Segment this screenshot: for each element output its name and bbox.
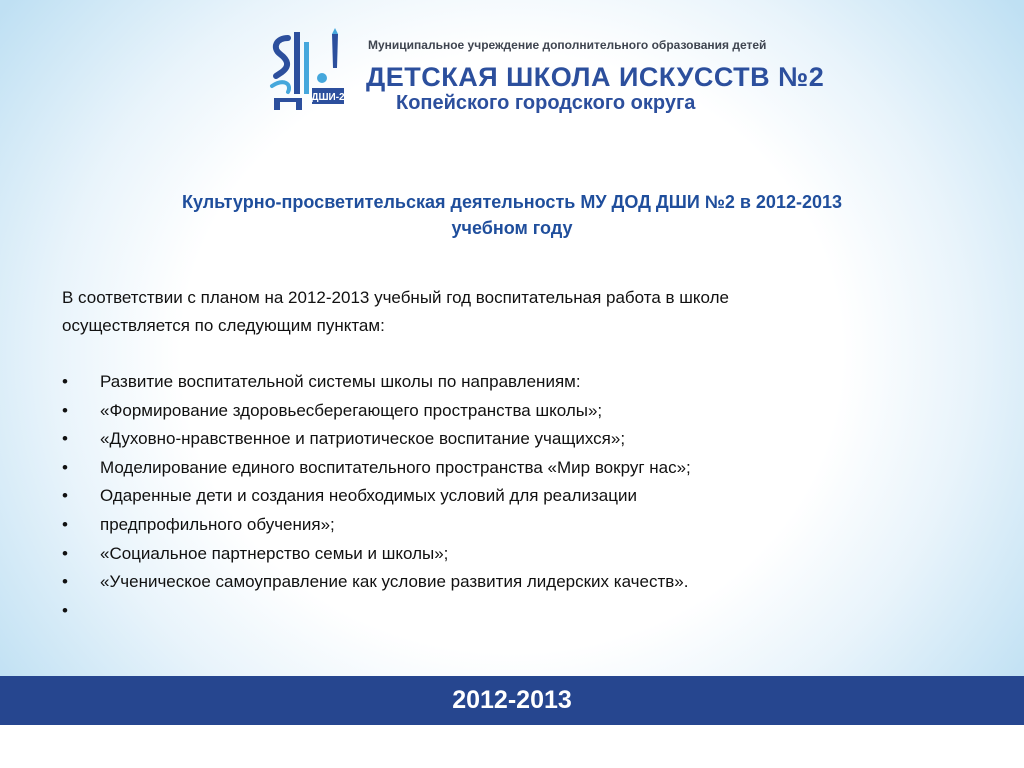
bullet-icon: • — [62, 372, 68, 391]
bullet-icon: • — [62, 572, 68, 592]
bottom-strip — [0, 725, 1024, 768]
footer-band — [0, 676, 1024, 725]
list-item-text: «Формирование здоровьесберегающего пространства школы»; — [100, 400, 603, 420]
list-item-text: Одаренные дети и создания необходимых условий для реализации — [100, 486, 637, 506]
list-item-text: «Социальное партнерство семьи и школы»; — [100, 543, 449, 563]
list-item — [62, 482, 942, 511]
intro-line-1: В соответствии с планом на 2012-2013 учебный год воспитательная работа в школе — [62, 288, 729, 307]
bullet-icon: • — [62, 486, 68, 506]
intro-line-2: осуществляется по следующим пунктам: — [62, 316, 385, 335]
slide-title-line-2: учебном году — [451, 218, 573, 238]
list-item-text: предпрофильного обучения»; — [100, 514, 335, 534]
intro-paragraph — [62, 284, 922, 340]
bullet-icon: • — [62, 429, 68, 449]
list-item — [62, 425, 942, 454]
slide-title-line-1: Культурно-просветительская деятельность МУ ДОД ДШИ №2 в 2012-2013 — [181, 192, 842, 212]
bullet-icon: • — [62, 514, 68, 534]
organization-line: Муниципальное учреждение дополнительного образования детей — [368, 38, 767, 52]
list-item — [62, 597, 942, 626]
bullet-icon: • — [62, 400, 68, 420]
bullet-list — [62, 368, 942, 625]
logo-label: ДШИ-2 — [311, 92, 345, 103]
list-item — [62, 368, 942, 397]
slide-title — [60, 189, 964, 241]
list-item-text: «Духовно-нравственное и патриотическое воспитание учащихся»; — [100, 429, 626, 449]
bullet-icon: • — [62, 543, 68, 563]
list-item — [62, 540, 942, 569]
list-item-text: Моделирование единого воспитательного пространства «Мир вокруг нас»; — [100, 457, 691, 477]
list-item-text: Развитие воспитательной системы школы по направлениям: — [100, 372, 581, 391]
header — [266, 28, 825, 114]
list-item — [62, 397, 942, 426]
list-item — [62, 454, 942, 483]
bullet-icon: • — [62, 600, 68, 620]
list-item-text: «Ученическое самоуправление как условие развития лидерских качеств». — [100, 572, 689, 592]
school-name: ДЕТСКАЯ ШКОЛА ИСКУССТВ №2 — [366, 62, 825, 92]
school-emblem-icon — [266, 28, 346, 112]
list-item — [62, 568, 942, 597]
list-item — [62, 511, 942, 540]
footer-year: 2012-2013 — [452, 686, 572, 714]
bullet-icon: • — [62, 457, 68, 477]
district-name: Копейского городского округа — [396, 92, 696, 114]
